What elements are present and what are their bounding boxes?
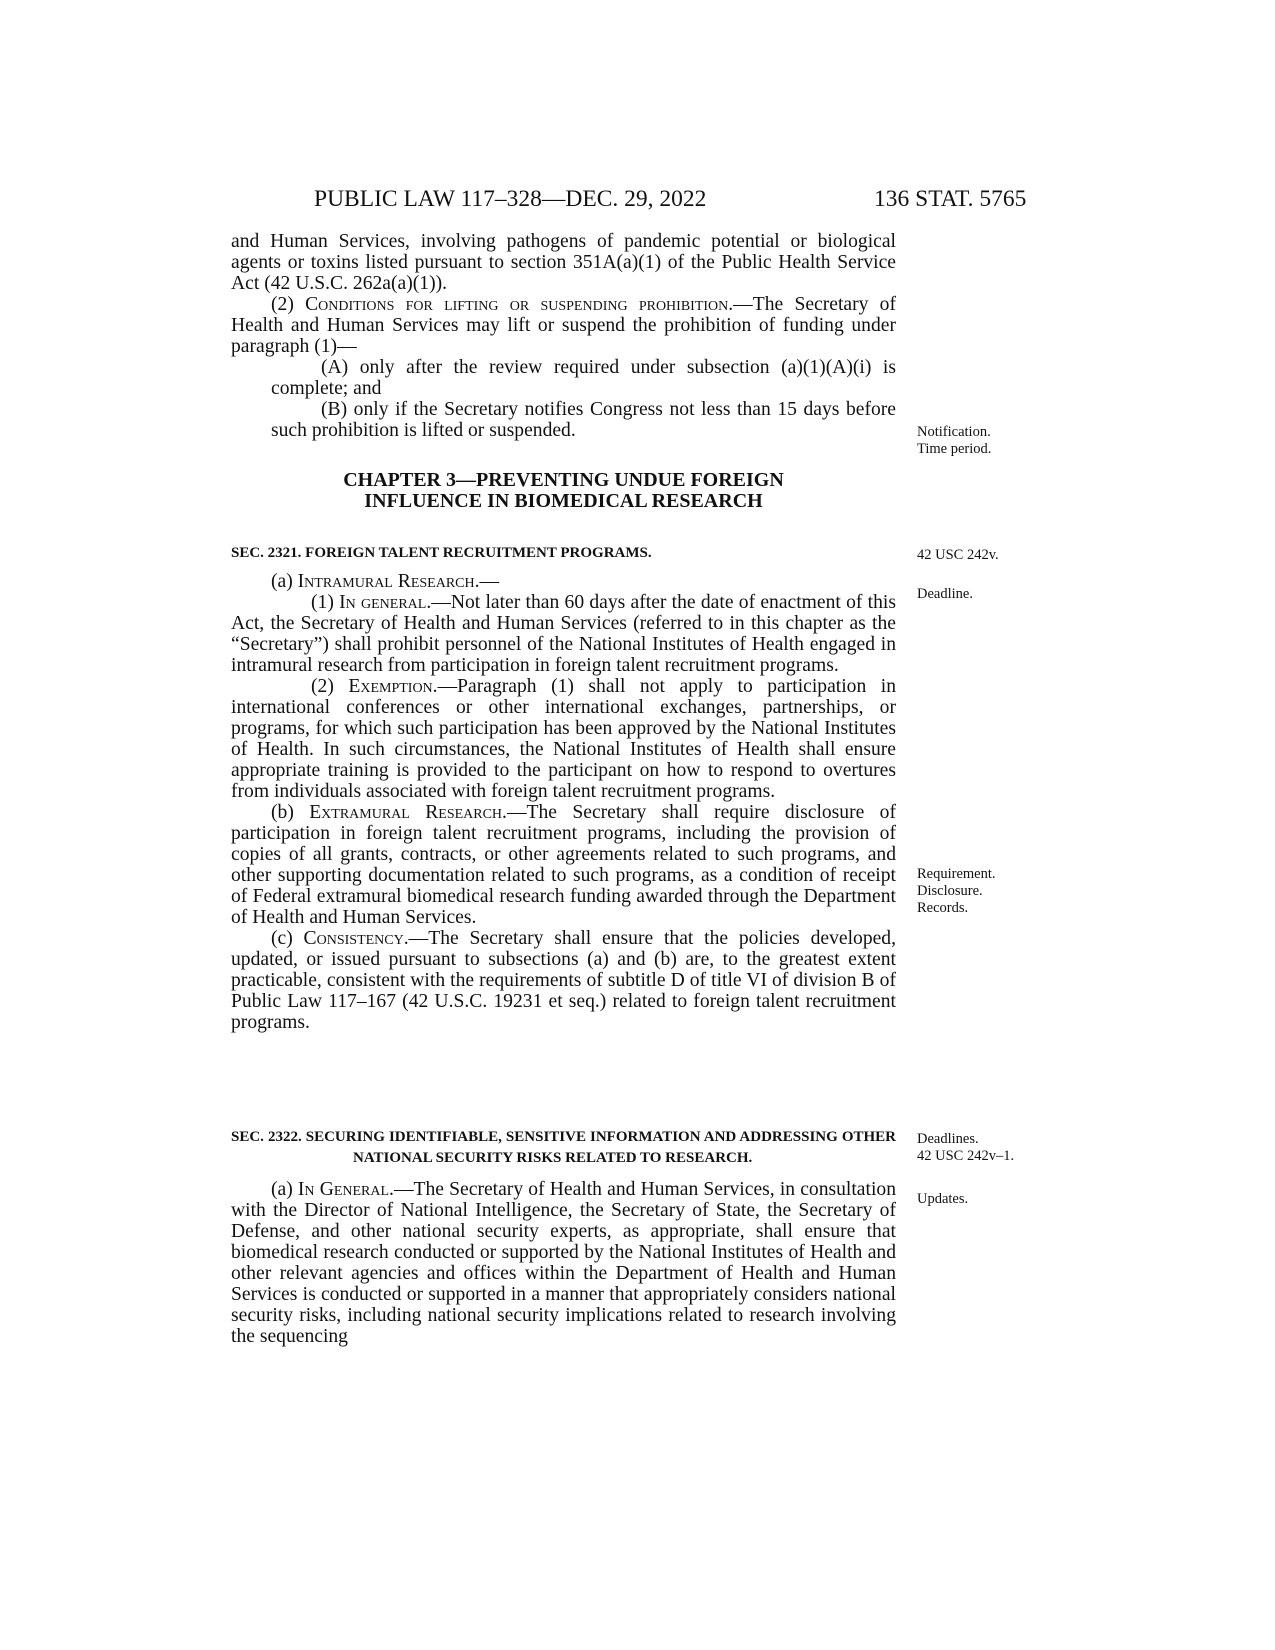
subparagraph-a: (A) only after the review required under subsection (a)(1)(A)(i) is complete; and [271,357,896,399]
page-header [0,186,1275,216]
subsection-heading: Extramural Research. [309,802,507,823]
paragraph-continuation: and Human Services, involving pathogens of pandemic potential or biological agents or toxins listed pursuant to section 351A(a)(1) of the Public Health Service Act (42 U.S.C. 262a(a)(1)). [231,231,896,294]
margin-note-notification: Notification. Time period. [917,424,992,457]
section-heading-2321: SEC. 2321. FOREIGN TALENT RECRUITMENT PROGRAMS. [231,545,652,561]
subsection-a: (a) In General.—The Secretary of Health and Human Services, in consultation with the Director of National Intelligence, the Secretary of State, the Secretary of Defense, and other national security experts, as appropriate, shall ensure that biomedical research conducted or supported by the National Institutes of Health and other relevant agencies and offices within the Department of Health and Human Services is conducted or supported in a manner that appropriately considers national security risks, including national security implications related to research involving the sequencing [231,1179,896,1347]
margin-note-deadlines: Deadlines. 42 USC 242v–1. [917,1131,1015,1164]
paragraph-heading: Exemption. [348,676,438,697]
paragraph-a2: (2) Exemption.—Paragraph (1) shall not apply to participation in international conferences or other international exchanges, partnerships, or programs, for which such participation has been approved by the National Institutes of Health. In such circumstances, the National Institutes of Health shall ensure appropriate training is provided to the participant on how to respond to overtures from individuals associated with foreign talent recruitment programs. [231,676,897,802]
paragraph-heading: In general. [339,592,432,613]
subsection-c: (c) Consistency.—The Secretary shall ensure that the policies developed, updated, or issued pursuant to subsections (a) and (b) are, to the greatest extent practicable, consistent with the requirements of subtitle D of title VI of division B of Public Law 117–167 (42 U.S.C. 19231 et seq.) related to foreign talent recruitment programs. [231,928,897,1033]
margin-note-updates: Updates. [917,1191,969,1207]
running-head-title: PUBLIC LAW 117–328—DEC. 29, 2022 [314,186,707,212]
subsection-b: (b) Extramural Research.—The Secretary shall require disclosure of participation in foreign talent recruitment programs, including the provision of copies of all grants, contracts, or other agreements related to such programs, and other supporting documentation related to such programs, as a condition of receipt of Federal extramural biomedical research funding awarded through the Department of Health and Human Services. [231,802,896,928]
subsection-a: (a) Intramural Research.— [271,571,500,592]
chapter-heading: CHAPTER 3—PREVENTING UNDUE FOREIGN INFLUENCE IN BIOMEDICAL RESEARCH [343,469,784,512]
continued-provisions [231,231,896,441]
section-2322 [231,1127,896,1347]
margin-note-deadline: Deadline. [917,586,973,602]
subsection-heading: Consistency. [303,928,409,949]
paragraph-a1: (1) In general.—Not later than 60 days after the date of enactment of this Act, the Secretary of Health and Human Services (referred to in this chapter as the “Secretary”) shall prohibit personnel of the National Institutes of Health engaged in intramural research from participation in foreign talent recruitment programs. [231,592,896,676]
section-2321 [231,543,896,1033]
margin-note-requirement: Requirement. Disclosure. Records. [917,866,996,916]
subsection-heading: Intramural Research. [297,571,480,592]
subsection-heading: In General. [297,1179,394,1200]
section-heading-2322: SEC. 2322. SECURING IDENTIFIABLE, SENSITIVE INFORMATION AND ADDRESSING OTHER NATIONAL SECURITY RISKS RELATED TO RESEARCH. [231,1129,896,1166]
subparagraph-b: (B) only if the Secretary notifies Congress not less than 15 days before such prohibition is lifted or suspended. [271,399,896,441]
paragraph-2: (2) Conditions for lifting or suspending prohibition.—The Secretary of Health and Human Services may lift or suspend the prohibition of funding under paragraph (1)— [231,294,897,357]
paragraph-heading: Conditions for lifting or suspending prohibition. [305,294,734,315]
margin-note-usc-citation: 42 USC 242v. [917,547,999,563]
page-citation: 136 STAT. 5765 [874,186,1027,212]
